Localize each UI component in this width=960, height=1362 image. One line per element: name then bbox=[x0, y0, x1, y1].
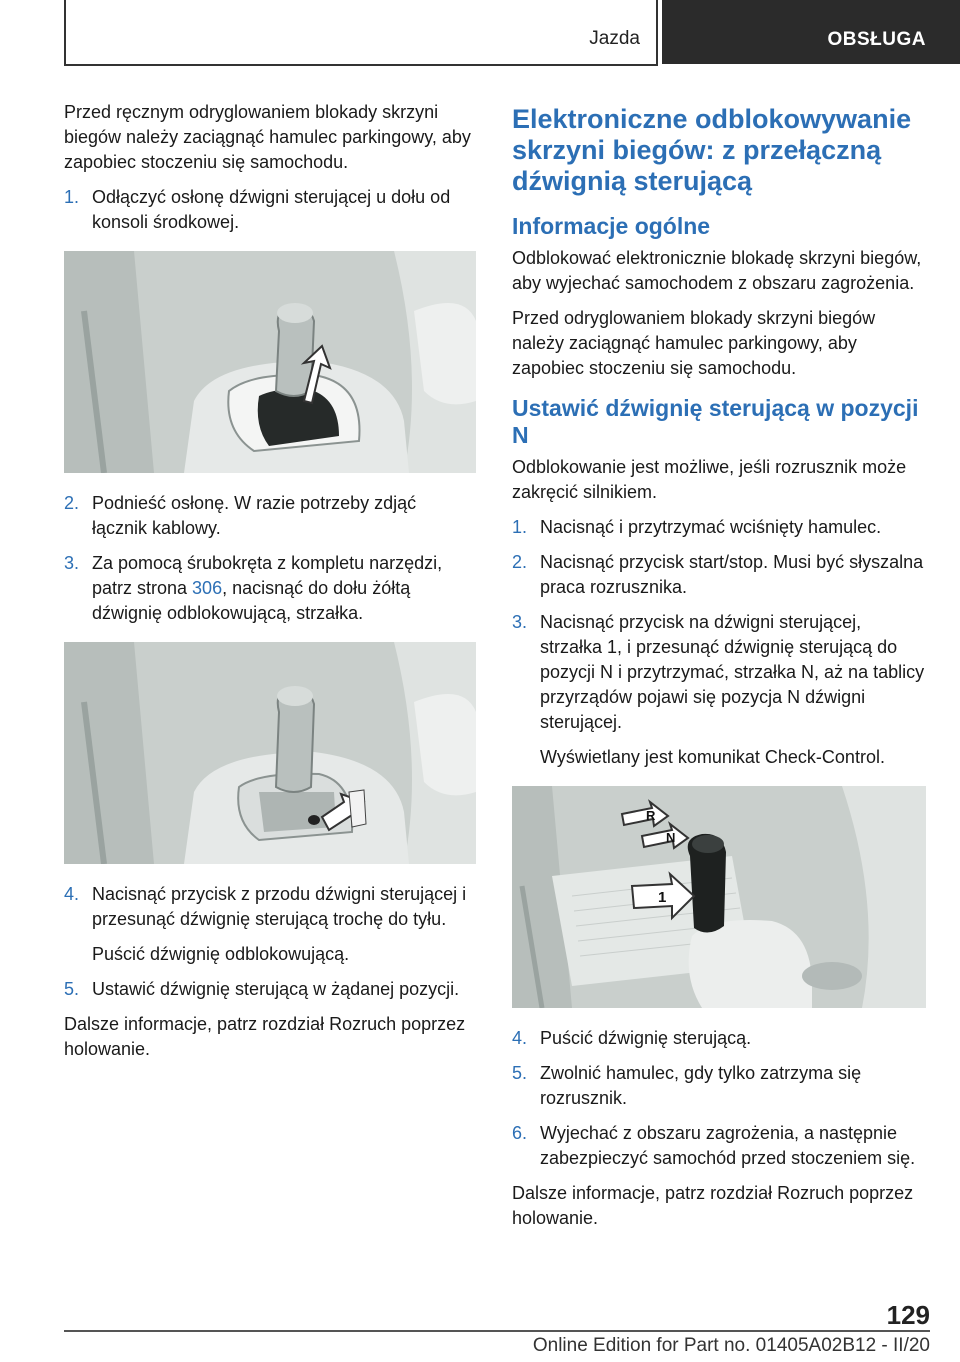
right-column bbox=[512, 100, 926, 1241]
figure-label-n: N bbox=[666, 830, 676, 845]
outro-paragraph: Dalsze informacje, patrz rozdział Rozruch poprzez holowanie. bbox=[512, 1183, 914, 1228]
step-number: 3. bbox=[64, 553, 80, 573]
figure-release-lever bbox=[64, 642, 476, 864]
step-number: 2. bbox=[64, 493, 80, 513]
step-text: Nacisnąć przycisk na dźwigni sterującej, strzałka 1, i przesunąć dźwignię sterującą do pozycji N i przytrzymać, strzałka N, aż na tablicy przyrządów pojawi się pozycja N dźwigni sterującej. bbox=[540, 612, 925, 732]
figure-label-1: 1 bbox=[658, 889, 667, 906]
intro-paragraph: Przed ręcznym odryglowaniem blokady skrzyni biegów należy zaciągnąć hamulec parkingowy, aby zapobiec stoczeniu się samochodu. bbox=[64, 102, 471, 172]
step-3 bbox=[512, 610, 926, 735]
step-5 bbox=[512, 1061, 926, 1111]
header-left-border bbox=[64, 0, 66, 66]
step-text: Nacisnąć przycisk z przodu dźwigni sterującej i przesunąć dźwignię sterującą trochę do tyłu. bbox=[92, 884, 467, 929]
step-text: Podnieść osłonę. W razie potrzeby zdjąć łącznik kablowy. bbox=[92, 493, 417, 538]
header-right-border bbox=[656, 0, 658, 66]
step-text bbox=[92, 551, 476, 626]
left-column bbox=[64, 100, 476, 1072]
step-number: 4. bbox=[64, 884, 80, 904]
figure-lever-cover bbox=[64, 251, 476, 473]
outro-paragraph: Dalsze informacje, patrz rozdział Rozruch poprzez holowanie. bbox=[64, 1014, 466, 1059]
step-text: Ustawić dźwignię sterującą w żądanej pozycji. bbox=[92, 979, 460, 999]
step-2 bbox=[64, 491, 476, 541]
step-number: 2. bbox=[512, 552, 528, 572]
step-number: 3. bbox=[512, 612, 528, 632]
position-n-paragraph: Odblokowanie jest możliwe, jeśli rozrusznik może zakręcić silnikiem. bbox=[512, 457, 907, 502]
step-text: Zwolnić hamulec, gdy tylko zatrzyma się rozrusznik. bbox=[540, 1063, 862, 1108]
subheading-position-n: Ustawić dźwignię sterującą w pozycji N bbox=[512, 395, 919, 448]
general-paragraph-2: Przed odryglowaniem blokady skrzyni biegów należy zaciągnąć hamulec parkingowy, aby zapobiec stoczeniu się samochodu. bbox=[512, 308, 876, 378]
step-number: 5. bbox=[512, 1063, 528, 1083]
page-number: 129 bbox=[886, 1300, 930, 1330]
step-6 bbox=[512, 1121, 926, 1171]
step-3-note: Wyświetlany jest komunikat Check-Control. bbox=[540, 747, 885, 767]
step-text: Wyjechać z obszaru zagrożenia, a następnie zabezpieczyć samochód przed stoczeniem się. bbox=[540, 1123, 916, 1168]
step-text-pre: Za pomocą śrubokręta z kompletu narzędzi, patrz strona bbox=[92, 553, 443, 598]
header-rule bbox=[64, 64, 658, 66]
step-number: 1. bbox=[512, 517, 528, 537]
step-5 bbox=[64, 977, 476, 1002]
subheading-general: Informacje ogólne bbox=[512, 213, 711, 239]
figure-label-r: R bbox=[646, 808, 656, 823]
step-4 bbox=[64, 882, 476, 932]
step-text-post: , nacisnąć do dołu żółtą dźwignię odblokowującą, strzałka. bbox=[92, 578, 411, 623]
header-chapter-label: OBSŁUGA bbox=[827, 29, 926, 50]
header-chapter-tab bbox=[662, 0, 960, 64]
step-1 bbox=[64, 185, 476, 235]
step-1 bbox=[512, 515, 926, 540]
step-number: 1. bbox=[64, 187, 80, 207]
page-link[interactable]: 306 bbox=[192, 578, 223, 598]
step-number: 4. bbox=[512, 1028, 528, 1048]
step-text: Nacisnąć przycisk start/stop. Musi być słyszalna praca rozrusznika. bbox=[540, 552, 924, 597]
section-heading: Elektroniczne odblokowywanie skrzyni biegów: z przełączną dźwignią sterującą bbox=[512, 104, 912, 196]
step-3 bbox=[64, 551, 476, 626]
footer-edition: Online Edition for Part no. 01405A02B12 - II/20 bbox=[532, 1335, 930, 1356]
step-text: Nacisnąć i przytrzymać wciśnięty hamulec. bbox=[540, 517, 882, 537]
step-text: Puścić dźwignię sterującą. bbox=[540, 1028, 752, 1048]
step-4-note: Puścić dźwignię odblokowującą. bbox=[92, 944, 350, 964]
step-2 bbox=[512, 550, 926, 600]
figure-shift-lever-n bbox=[512, 786, 926, 1008]
step-number: 6. bbox=[512, 1123, 528, 1143]
header-section-label: Jazda bbox=[589, 28, 640, 49]
step-number: 5. bbox=[64, 979, 80, 999]
general-paragraph-1: Odblokować elektronicznie blokadę skrzyni biegów, aby wyjechać samochodem z obszaru zagrożenia. bbox=[512, 248, 922, 293]
step-text: Odłączyć osłonę dźwigni sterującej u dołu od konsoli środkowej. bbox=[92, 187, 451, 232]
step-4 bbox=[512, 1026, 926, 1051]
footer-rule bbox=[64, 1330, 930, 1332]
